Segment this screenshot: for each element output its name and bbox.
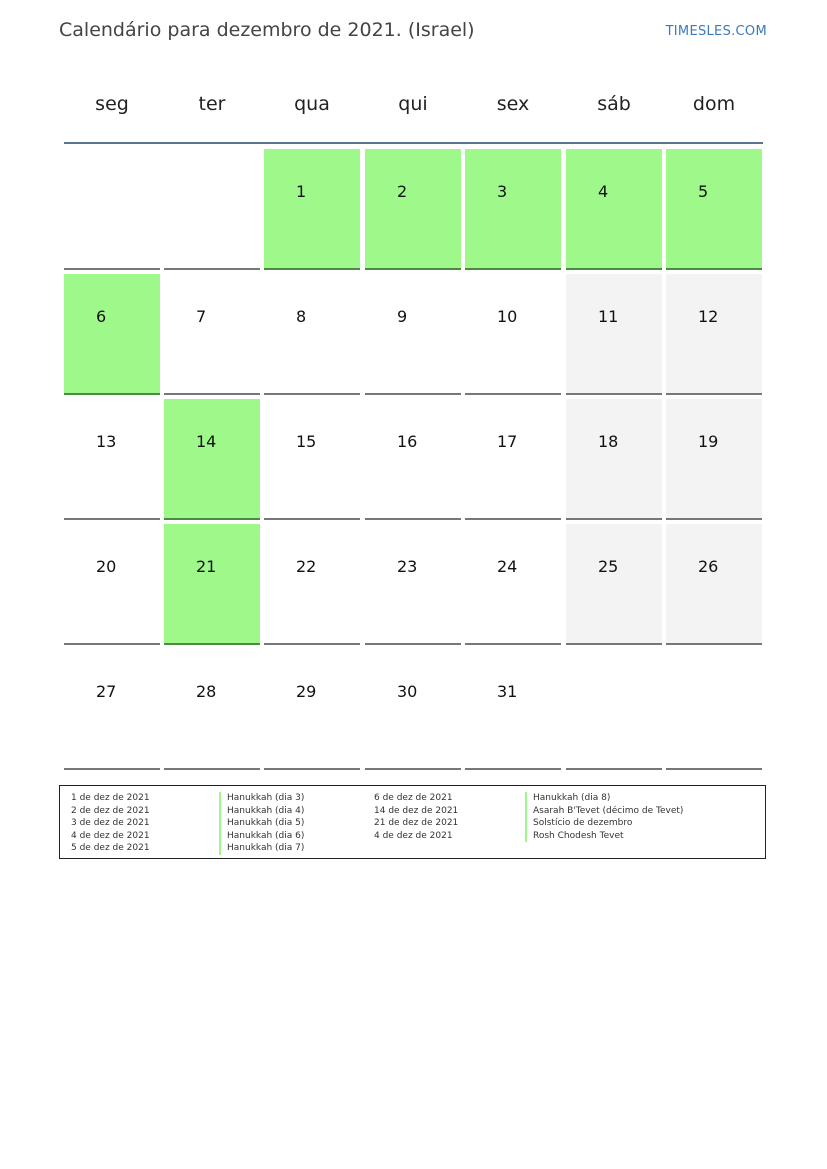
legend-date: 4 de dez de 2021: [374, 830, 453, 841]
day-cell: [64, 274, 160, 395]
legend-date: 2 de dez de 2021: [71, 805, 150, 816]
legend-date: 14 de dez de 2021: [374, 805, 459, 816]
day-number: 31: [497, 682, 518, 701]
legend-date: 1 de dez de 2021: [71, 793, 150, 803]
day-cell: [566, 274, 662, 395]
day-number: 21: [196, 557, 217, 576]
legend-holiday: Rosh Chodesh Tevet: [525, 830, 683, 843]
day-cell: [465, 524, 561, 645]
day-cell: [264, 149, 360, 270]
legend-holiday: Hanukkah (dia 4): [219, 805, 304, 818]
empty-day-cell: [164, 149, 260, 270]
day-number: 2: [397, 182, 408, 201]
day-cell: [64, 399, 160, 520]
day-number: 20: [96, 557, 117, 576]
day-number: 24: [497, 557, 518, 576]
holiday-legend: [59, 785, 766, 859]
day-number: 3: [497, 182, 508, 201]
empty-day-cell: [64, 149, 160, 270]
day-number: 28: [196, 682, 217, 701]
page-title: Calendário para dezembro de 2021. (Israel): [59, 19, 475, 41]
day-cell: [666, 274, 762, 395]
day-cell: [365, 399, 461, 520]
day-number: 6: [96, 307, 107, 326]
day-number: 25: [598, 557, 619, 576]
weekday-label: ter: [198, 93, 226, 115]
day-cell: [64, 524, 160, 645]
day-number: 7: [196, 307, 207, 326]
day-number: 19: [698, 432, 719, 451]
legend-holiday: Hanukkah (dia 3): [219, 792, 304, 805]
day-number: 16: [397, 432, 418, 451]
day-number: 11: [598, 307, 619, 326]
day-number: 23: [397, 557, 418, 576]
legend-holiday: Hanukkah (dia 8): [525, 792, 683, 805]
day-cell: [164, 399, 260, 520]
weekday-label: sex: [496, 93, 530, 115]
day-cell: [64, 649, 160, 770]
day-cell: [365, 274, 461, 395]
day-cell: [164, 649, 260, 770]
day-number: 15: [296, 432, 317, 451]
empty-day-cell: [666, 649, 762, 770]
day-number: 5: [698, 182, 709, 201]
day-number: 12: [698, 307, 719, 326]
legend-date: 3 de dez de 2021: [71, 818, 150, 828]
day-cell: [365, 649, 461, 770]
weekday-label: qui: [398, 93, 428, 115]
site-link[interactable]: TIMESLES.COM: [665, 24, 767, 39]
day-cell: [566, 399, 662, 520]
day-number: 8: [296, 307, 307, 326]
day-cell: [666, 149, 762, 270]
weekday-label: dom: [692, 93, 736, 115]
day-number: 14: [196, 432, 217, 451]
weekday-label: qua: [294, 93, 330, 115]
weekday-label: seg: [95, 93, 129, 115]
day-cell: [465, 274, 561, 395]
legend-holiday: Asarah B'Tevet (décimo de Tevet): [525, 805, 683, 818]
day-cell: [264, 399, 360, 520]
weekday-label: sáb: [597, 93, 631, 115]
day-number: 30: [397, 682, 418, 701]
legend-date: 21 de dez de 2021: [374, 818, 459, 828]
legend-holiday: Hanukkah (dia 5): [219, 817, 304, 830]
day-cell: [666, 399, 762, 520]
calendar-grid: [64, 149, 764, 771]
day-number: 22: [296, 557, 317, 576]
empty-day-cell: [566, 649, 662, 770]
day-cell: [164, 274, 260, 395]
day-cell: [264, 649, 360, 770]
day-number: 27: [96, 682, 117, 701]
legend-names-col-1: [219, 792, 304, 855]
day-number: 13: [96, 432, 117, 451]
day-number: 1: [296, 182, 307, 201]
header-divider: [64, 142, 763, 144]
day-cell: [264, 524, 360, 645]
day-number: 18: [598, 432, 619, 451]
day-number: 9: [397, 307, 408, 326]
legend-date: 4 de dez de 2021: [71, 830, 150, 841]
weekday-header: [64, 78, 763, 130]
day-number: 17: [497, 432, 518, 451]
legend-dates-col-2: [374, 792, 458, 842]
day-number: 4: [598, 182, 609, 201]
day-number: 10: [497, 307, 518, 326]
day-cell: [566, 524, 662, 645]
day-cell: [365, 149, 461, 270]
legend-date: 6 de dez de 2021: [374, 793, 453, 803]
legend-holiday: Solstício de dezembro: [525, 817, 683, 830]
day-number: 29: [296, 682, 317, 701]
legend-holiday: Hanukkah (dia 7): [219, 842, 304, 855]
day-cell: [666, 524, 762, 645]
day-cell: [264, 274, 360, 395]
day-cell: [566, 149, 662, 270]
legend-holiday: Hanukkah (dia 6): [219, 830, 304, 843]
day-cell: [465, 649, 561, 770]
legend-dates-col-1: [71, 792, 150, 855]
day-cell: [365, 524, 461, 645]
legend-names-col-2: [525, 792, 683, 842]
day-cell: [465, 399, 561, 520]
day-cell: [164, 524, 260, 645]
legend-date: 5 de dez de 2021: [71, 843, 150, 853]
day-number: 26: [698, 557, 719, 576]
day-cell: [465, 149, 561, 270]
